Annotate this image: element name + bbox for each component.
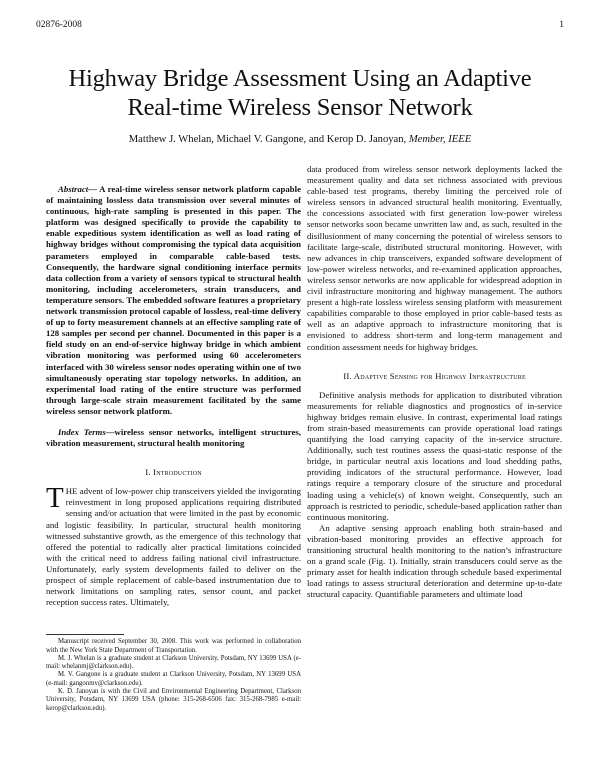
abstract-dash: — bbox=[88, 184, 100, 194]
title-line-2: Real-time Wireless Sensor Network bbox=[127, 94, 473, 121]
section-heading-adaptive-sensing: II. Adaptive Sensing for Highway Infrastructure bbox=[343, 370, 526, 381]
dropcap-letter: T bbox=[46, 482, 64, 515]
authors-member: Member, IEEE bbox=[408, 134, 472, 145]
intro-text: HE advent of low-power chip transceivers yielded the invigorating reinvestment in long proposed applications requiring distributed sensing and/or actuation that were limited in the past by economic and logistic feasibility. In particular, structural health monitoring witnessed substantive growth, as the emergence of this technology that offered the potential to radically alter practical limitations coincided with the critical need to address failing national civil infrastructure. Unfortunately, early system developments failed to deliver on the prospect of simple replacement of cable-based instrumentation due to network limitations on sampling rates, sensor count, and packet reception success rates. Ultimately, bbox=[46, 486, 301, 608]
intro-continuation: data produced from wireless sensor network deployments lacked the measurement quality and data set richness associated with previous cable-based test programs, thereby limiting the perceived role of wireless sensors in advanced structural health monitoring. Eventually, the concessions associated with first generation low-power wireless sensor networks soon became unwritten law and, as such, resulted in the disillusionment of many concerning the potential of wireless sensors to facilitate large-scale, distributed structural monitoring. However, with new advances in chip transceivers, expanded software development of low-power wireless networks, and re-examined application approaches, wireless sensor networks are now applicable for widespread adoption in civil infrastructure monitoring and highway management. The authors present a high-rate lossless wireless sensing platform with measurement capabilities comparable to those employed in prior cable-based tests as well as an adaptive approach to infrastructure monitoring that is envisioned to address short-term and long-term management and condition assessment needs for highway bridges. bbox=[307, 164, 562, 352]
footnote-manuscript: Manuscript received September 30, 2008. This work was performed in collaboration with the New York State Department of Transportation. bbox=[46, 638, 301, 654]
abstract-text: A real-time wireless sensor network platform capable of maintaining lossless data transmission over several minutes of continuous, high-rate sampling is presented in this paper. The platform was designed specifically to provide the capability to enable expeditious system identification as well as load rating of highway bridges without compromising the typical data acquisition parameters employed in comparable cable-based tests. Consequently, the hardware signal conditioning interface permits data collection from a variety of sensors typical to structural health monitoring, including accelerometers, strain transducers, and temperature sensors. The embedded software features a proprietary network transmission protocol capable of lossless, real-time delivery of up to forty measurement channels at an effective sampling rate of 128 samples per second per channel. Documented in this paper is a field study on an end-of-service highway bridge in which ambient vibration monitoring was performed using 60 accelerometers interfaced with 30 wireless sensor nodes operating within one of two simultaneously operating star topology networks. In addition, an experimental load rating of the entire structure was performed through large-scale strain measurement facilitated by the same wireless sensor network platform. bbox=[46, 184, 301, 416]
intro-paragraph bbox=[46, 482, 301, 608]
abstract-label: Abstract bbox=[58, 184, 89, 194]
paper-title bbox=[40, 64, 560, 122]
section-heading-introduction: I. Introduction bbox=[145, 467, 202, 478]
author-list bbox=[40, 134, 560, 145]
section2-paragraph-2: An adaptive sensing approach enabling both strain-based and vibration-based monitoring provides an effective approach for transitioning structural health monitoring to the nation’s infrastructure on a grand scale (Fig. 1). Initially, strain transducers could serve as the primary asset for health indication through schedule based experimental load ratings to assess structural deterioration and determine up-to-date structural capacity. Quantifiable parameters and ultimate load bbox=[307, 522, 562, 600]
footnote-author-1: M. J. Whelan is a graduate student at Clarkson University, Potsdam, NY 13699 USA (e-mail: whelanmj@clarkson.edu). bbox=[46, 654, 301, 671]
authors-names: Matthew J. Whelan, Michael V. Gangone, and Kerop D. Janoyan, bbox=[128, 134, 409, 145]
footnote-author-3: K. D. Janoyan is with the Civil and Environmental Engineering Department, Clarkson University, Potsdam, NY 13699 USA (phone: 315-268-6506 fax: 315-268-7985 e-mail: kerop@clarkson.edu). bbox=[46, 688, 301, 712]
title-line-1: Highway Bridge Assessment Using an Adaptive bbox=[68, 65, 532, 92]
index-terms bbox=[46, 427, 301, 449]
index-terms-text: —wireless sensor networks, intelligent structures, vibration measurement, structural health monitoring bbox=[46, 426, 301, 449]
section2-paragraph-1: Definitive analysis methods for application to distributed vibration measurements for reliable diagnostics and prognostics of in-service highway bridges remain elusive. In contrast, experimental load ratings from strain-based measurements can provide operational load ratings quantifying the load carrying capacity of the in-service structure. Additionally, such test routines assess the quasi-static response of the bridge, in particular neutral axis locations and load shedding paths, providing indicators of the structural performance. However, load ratings require a temporary closure of the structure and procedural loading using a vehicle(s) of known weight. Consequently, such an approach is restricted to periodic, schedule-based application rather than continuous monitoring. bbox=[307, 389, 562, 522]
left-column bbox=[46, 164, 301, 713]
header-doc-id: 02876-2008 bbox=[36, 20, 82, 30]
footnote-author-2: M. V. Gangone is a graduate student at Clarkson University, Potsdam, NY 13699 USA (e-mail: gangonmv@clarkson.edu). bbox=[46, 671, 301, 687]
footnote-divider bbox=[46, 634, 124, 635]
abstract bbox=[46, 184, 301, 417]
index-terms-label: Index Terms bbox=[58, 426, 106, 437]
right-column bbox=[307, 164, 562, 600]
header-page-number: 1 bbox=[559, 20, 564, 30]
